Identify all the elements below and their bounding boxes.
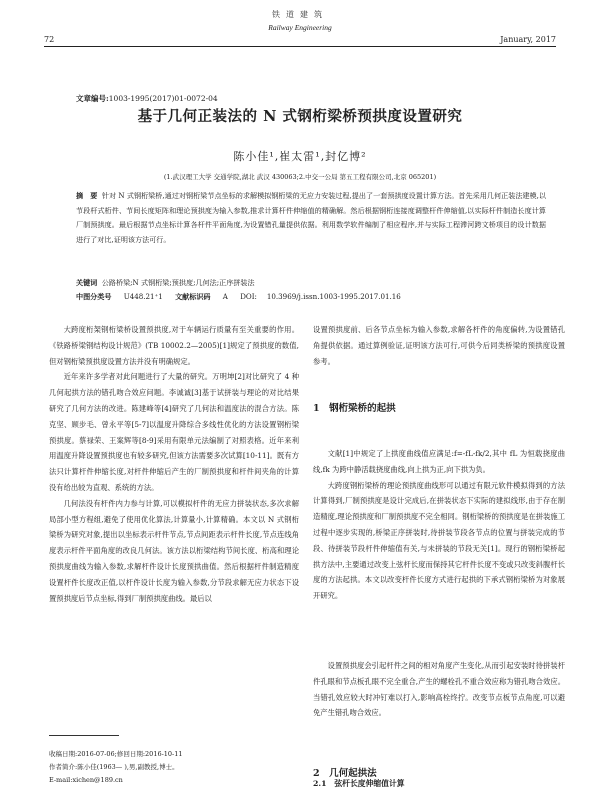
received-date: 收稿日期:2016-07-06;修回日期:2016-10-11 bbox=[49, 750, 183, 758]
doi-label: DOI: bbox=[240, 292, 257, 301]
issue-date: January, 2017 bbox=[500, 35, 556, 44]
body-paragraph: 设置预拱度前、后各节点坐标为输入参数,求解各杆件的角度偏转,为设置错孔角提供依据。通过算例验证,证明该方法可行,可供今后同类桥梁的预拱度设置参考。 bbox=[313, 325, 565, 366]
doc-code-label: 文献标识码 bbox=[175, 292, 211, 301]
classification-line bbox=[76, 292, 421, 302]
article-number bbox=[76, 93, 218, 104]
keywords-label: 关键词 bbox=[76, 278, 98, 287]
body-right-top bbox=[313, 322, 565, 369]
body-paragraph: 大跨度钢桁梁桥的理论预拱度曲线形可以通过有限元软件模拟得到的方法计算得到,厂制预拱度是设计完成后,在拼装状态下实际的建拟线形,由于存在制造精度,理论预拱度和厂制预拱度不完全相同。钢桁梁桥的预拱度是在拼装施工过程中逐步实现的,桥梁正序拼装时,待拼装节段各节点的位置与拼装完成的节段、待拼装节段杆件伸缩值有关,与未拼装的节段无关[1]。现行的钢桁梁桥起拱方法中,主要通过改变上弦杆长度而保持其它杆件长度不变或只改变斜腹杆长度的方法起拱。本文以改变杆件长度方式进行起拱的下承式钢桁梁桥为对象展开研究。 bbox=[313, 480, 565, 601]
subsection-heading: 2.1 弦杆长度伸缩值计算 bbox=[313, 779, 405, 788]
body-paragraph: 几何法没有杆件内力参与计算,可以模拟杆件的无应力拼装状态,多次求解局部小型方程组,避免了使用优化算法,计算量小,计算精确。本文以 N 式钢桁梁桥为研究对象,提出以坐标表示杆件节点,节点间距表示杆件长度,节点连线角度表示杆件平面角度的改良几何法。该方法以桁梁结构节间长度、桁高和理论预拱度曲线为输入参数,求解杆件设计长度预拱曲值。然后根据杆件制造精度设置杆件长度改正值,以杆件设计长度为输入参数,分节段求解无应力状态下设置预拱度后节点坐标,得到厂制预拱度曲线。最后以 bbox=[49, 498, 299, 603]
body-paragraph: 设置预拱度会引起杆件之间的相对角度产生变化,从而引起安装时待拼装杆件孔眼和节点板孔眼不完全重合,产生的螺栓孔不重合效应称为错孔吻合效应。当错孔效应较大时冲钉难以打入,影响高栓终拧。改变节点板节点角度,可以避免产生错孔吻合效应。 bbox=[313, 661, 565, 718]
section-heading-1: 1 钢桁梁桥的起拱 bbox=[313, 403, 396, 414]
clc-value: U448.21⁺1 bbox=[123, 292, 163, 301]
section-heading-2: 2 几何起拱法 bbox=[313, 768, 377, 779]
page-number: 72 bbox=[44, 35, 55, 44]
doi bbox=[240, 292, 411, 301]
paper-title: 基于几何正装法的 N 式钢桁梁桥预拱度设置研究 bbox=[137, 108, 463, 125]
body-paragraph: 近年来许多学者对此问题进行了大量的研究。万明坤[2]对比研究了 4 种几何起拱方法的错孔吻合效应问题。李诚诚[3]基于试拼装与理论的对比结果研究了几何方法的改进。陈建峰等[4]研究了几何法和温度法的混合方法。陈克坚、顾步毛、曾永平等[5-7]以温度升降综合多线性优化的方法设置钢桁梁预拱度。蔡禄荣、王案辉等[8-9]采用有限单元法编制了对照表格。近年来利用温度升降设置预拱度也有较多研究,但该方法需要多次试算[10-11]。既有方法只计算杆件伸缩长度,对杆件伸缩后产生的厂制预拱度和杆件间夹角的计算没有给出较为直观、系统的方法。 bbox=[49, 372, 299, 492]
keywords-text: 公路桥梁;N 式钢桁梁;预拱度;几何法;正序拼装法 bbox=[101, 278, 255, 287]
abstract bbox=[76, 189, 546, 248]
article-number-label: 文章编号: bbox=[76, 94, 109, 103]
author-bio: 作者简介:陈小佳(1963— ),男,副教授,博士。 bbox=[49, 763, 179, 771]
footnote bbox=[49, 748, 299, 787]
footnote-rule bbox=[49, 735, 119, 736]
affiliation: (1.武汉理工大学 交通学院,湖北 武汉 430063;2.中交一公局 第五工程有限公司,北京 065201) bbox=[163, 173, 437, 181]
author-email: E-mail:xichen@189.cn bbox=[49, 776, 123, 784]
body-right-bottom bbox=[313, 658, 565, 721]
article-number-value: 1003-1995(2017)01-0072-04 bbox=[108, 94, 218, 103]
header-rule bbox=[44, 46, 556, 47]
abstract-text: 针对 N 式钢桁梁桥,通过对钢桁梁节点坐标的求解模拟钢桁梁的无应力安装过程,提出了一套预拱度设置计算方法。首先采用几何正装法建模,以节段杆式桁件、节间长度矩阵和理论预拱度为输入参数,推求计算杆件伸缩值的精确解。然后根据钢桁连接度调整杆件伸缩值,以实际杆件制造长度计算厂制预拱度。最后根据节点坐标计算各杆件平面角度,为设置错孔量提供依据。利用数学软件编制了相应程序,并与实际工程滞河跨文桥项目的设计数据进行了对比,证明该方法可行。 bbox=[76, 191, 547, 245]
body-right-middle bbox=[313, 446, 565, 604]
doi-value: 10.3969/j.issn.1003-1995.2017.01.16 bbox=[266, 292, 401, 301]
body-paragraph: 大跨度桁架钢桁梁桥设置预拱度,对于车辆运行质量有至关重要的作用。《铁路桥梁钢结构设计规范》(TB 10002.2—2005)[1]规定了预拱度的数值,但对钢桁梁预拱度设置方法并没有明确规定。 bbox=[49, 325, 299, 366]
abstract-label: 摘 要 bbox=[76, 191, 98, 200]
body-left-column bbox=[49, 322, 299, 606]
journal-name-en: Railway Engineering bbox=[268, 23, 332, 32]
doc-code-value: A bbox=[222, 292, 228, 301]
authors: 陈小佳¹,崔太雷¹,封亿博² bbox=[233, 150, 367, 163]
clc-label: 中图分类号 bbox=[76, 292, 112, 301]
body-paragraph: 文献[1]中规定了上拱度曲线值应满足:f=-fL-fk/2,其中 fL 为恒载挠度曲线,fk 为跨中静活载挠度曲线,向上拱为正,向下拱为负。 bbox=[313, 449, 565, 474]
journal-name-cn: 铁道建筑 bbox=[272, 10, 328, 19]
keywords bbox=[76, 278, 546, 288]
